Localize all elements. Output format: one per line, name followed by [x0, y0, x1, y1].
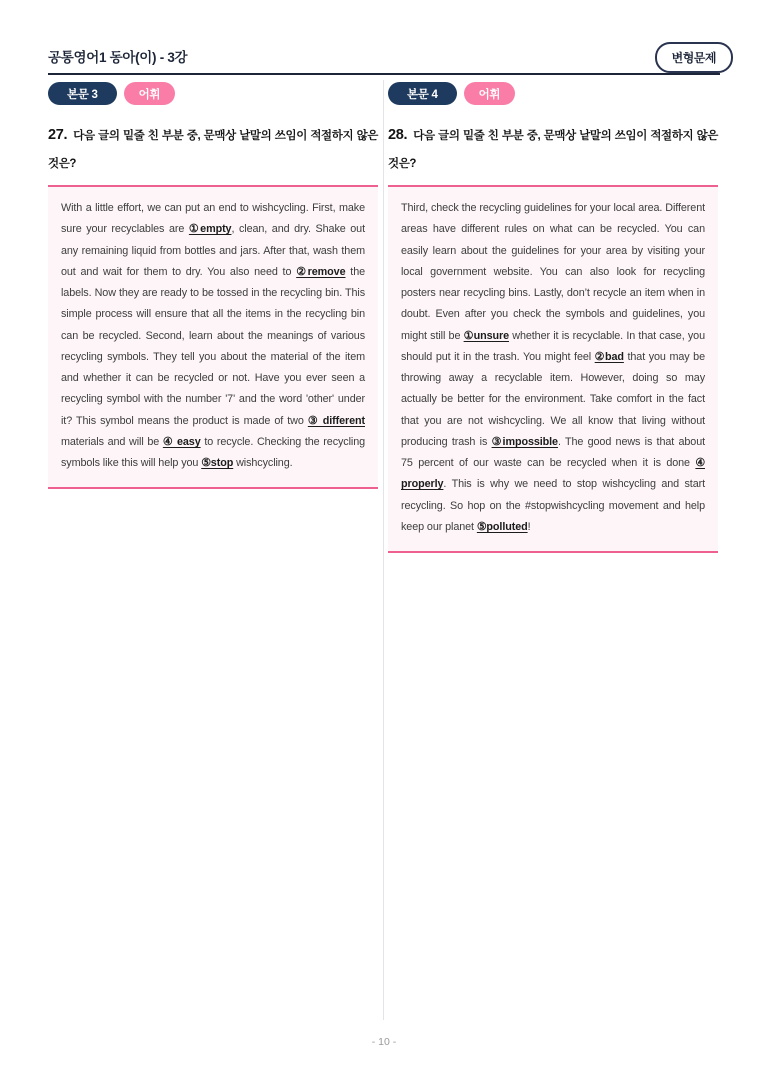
question-column-28: [388, 82, 718, 553]
underlined-answer-choice: ④ easy: [162, 435, 201, 448]
underlined-answer-choice: ①empty: [188, 223, 232, 236]
passage-text: , clean, and dry. Shake out any remaining liquid from bottles and jars. After that, wash them out and wait for them to dry. You also need to: [61, 223, 365, 278]
underlined-answer-choice: ③ different: [307, 414, 365, 427]
question-text: 다음 글의 밑줄 친 부분 중, 문맥상 낱말의 쓰임이 적절하지 않은 것은?: [388, 130, 718, 170]
vocabulary-badge: 어휘: [464, 82, 516, 105]
passage-text: wishcycling.: [233, 457, 293, 470]
underlined-answer-choice: ④ properly: [401, 457, 705, 491]
passage-text: . This is why we need to stop wishcycling and start recycling. So hop on the #stopwishcycling movement and help keep our planet: [401, 478, 705, 533]
passage-text: whether it is recyclable. In that case, you should put it in the trash. You might feel: [401, 329, 705, 363]
underlined-answer-choice: ⑤stop: [201, 457, 234, 470]
passage-4-badge: 본문 4: [388, 82, 457, 105]
passage-text: materials and will be: [61, 435, 163, 448]
header-divider: [48, 73, 720, 75]
passage-text: With a little effort, we can put an end to wishcycling. First, make sure your recyclables are: [61, 202, 365, 236]
badge-row: [388, 82, 718, 105]
page-title: 공통영어1 동아(이) - 3강: [48, 50, 188, 65]
passage-text: . The good news is that about 75 percent of our waste can be recycled when it is done: [401, 435, 706, 470]
underlined-answer-choice: ②bad: [594, 350, 624, 363]
underlined-answer-choice: ⑤polluted: [476, 520, 528, 533]
passage-box-28: [388, 185, 718, 553]
question-number: 27.: [48, 127, 68, 143]
column-divider: [383, 80, 384, 1020]
passage-text: to recycle. Checking the recycling symbols like this will help you: [61, 435, 365, 470]
passage-box-27: [48, 185, 378, 489]
passage-3-badge: 본문 3: [48, 82, 117, 105]
question-27: [48, 121, 378, 177]
passage-text: Third, check the recycling guidelines for your local area. Different areas have different rules on what can be recycled. You can easily learn about the guidelines for your area by visiting your local government website. You can also look for recycling posters near recycling bins. Lastly, don’t recycle an item when in doubt. Even after you check the symbols and guidelines, you might still be: [401, 202, 705, 342]
underlined-answer-choice: ③impossible: [491, 435, 558, 448]
question-number: 28.: [388, 127, 408, 143]
passage-text: the labels. Now they are ready to be tossed in the recycling bin. This simple process will ensure that all the items in the recycling bin can be recycled. Second, learn about the meanings of various recycling symbols. They tell you about the material of the item and whether it can be recycled or not. Have you ever seen a recycling symbol with the number '7' and the word 'other' under it? This symbol means the product is made of two: [61, 265, 366, 427]
passage-text: that you may be throwing away a recyclable item. However, doing so may actually be better for the environment. Take comfort in the fact that you are not wishcycling. We all know that living without producing trash is: [401, 350, 705, 448]
badge-row: [48, 82, 378, 105]
question-text: 다음 글의 밑줄 친 부분 중, 문맥상 낱말의 쓰임이 적절하지 않은 것은?: [48, 130, 378, 170]
vocabulary-badge: 어휘: [124, 82, 176, 105]
page-number: - 10 -: [371, 1036, 397, 1048]
underlined-answer-choice: ①unsure: [463, 329, 509, 342]
underlined-answer-choice: ②remove: [296, 265, 346, 278]
passage-text: !: [527, 520, 531, 533]
question-column-27: [48, 82, 378, 489]
question-28: [388, 121, 718, 177]
variant-problem-badge: 변형문제: [655, 42, 733, 73]
